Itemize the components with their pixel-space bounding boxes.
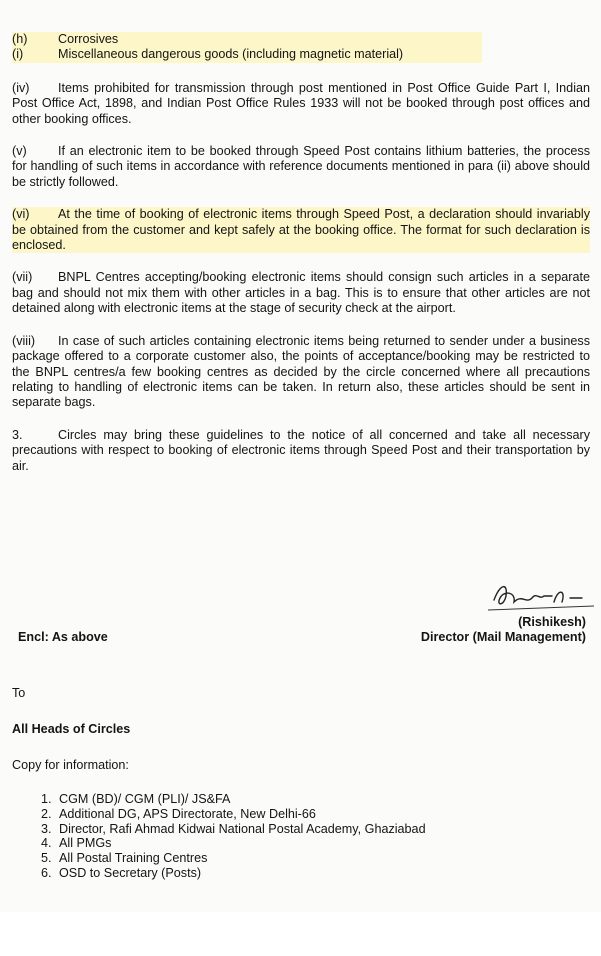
paragraph-label: (vii)	[12, 270, 33, 285]
list-item: 5. All Postal Training Centres	[55, 851, 426, 866]
paragraph-text: In case of such articles containing electronic items being returned to sender under a business package offered to a corporate customer also, the points of acceptance/booking may be restricted to the BNPL centres/a few booking centres as decided by the circle concerned where all precautions relating to handling of electronic items can be taken. In return also, these articles should be sent in separate bags.	[12, 333, 590, 410]
list-item: 1. CGM (BD)/ CGM (PLI)/ JS&FA	[55, 792, 426, 807]
document-body	[12, 32, 590, 474]
signatory-designation: Director (Mail Management)	[420, 630, 586, 644]
list-item-label: (i)	[12, 47, 24, 62]
list-item-text: Miscellaneous dangerous goods (including magnetic material)	[58, 47, 404, 62]
paragraph-text: Circles may bring these guidelines to the notice of all concerned and take all necessary precautions with respect to booking of electronic items through Speed Post and their transportation by air.	[12, 427, 590, 473]
signature-block	[421, 615, 586, 645]
signatory-name: (Rishikesh)	[518, 615, 586, 629]
paragraph-label: (vi)	[12, 207, 30, 222]
list-item: 4. All PMGs	[55, 836, 426, 851]
paragraph-3	[12, 428, 590, 474]
list-item: 2. Additional DG, APS Directorate, New Delhi-66	[55, 807, 426, 822]
list-item-text: Corrosives	[58, 32, 119, 46]
paragraph-viii	[12, 334, 590, 411]
paragraph-text: At the time of booking of electronic items through Speed Post, a declaration should invariably be obtained from the customer and kept safely at the booking office. The format for such declaration is enclosed.	[12, 207, 590, 253]
paragraph-text: Items prohibited for transmission through post mentioned in Post Office Guide Part I, Indian Post Office Act, 1898, and Indian Post Office Rules 1933 will not be booked through post offices and other booking offices.	[12, 80, 590, 126]
list-item-label: (h)	[12, 32, 28, 46]
paragraph-label: (iv)	[12, 80, 30, 95]
paragraph-label: 3.	[12, 427, 23, 442]
paragraph-vi	[12, 207, 590, 253]
paragraph-text: If an electronic item to be booked through Speed Post contains lithium batteries, the process for handling of such items in accordance with reference documents mentioned in para (ii) above should be strictly followed.	[12, 144, 590, 189]
to-label: To	[12, 686, 26, 700]
handwritten-signature	[486, 578, 596, 612]
addressee: All Heads of Circles	[12, 722, 131, 736]
copy-list	[25, 792, 426, 881]
paragraph-text: BNPL Centres accepting/booking electronic items should consign such articles in a separate bag and should not mix them with other articles in a bag. This is to ensure that other articles are not detained along with electronic items at the stage of security check at the airport.	[12, 270, 590, 316]
list-item	[12, 47, 482, 62]
paragraph-vii	[12, 270, 590, 316]
paragraph-label: (v)	[12, 144, 27, 159]
paragraph-label: (viii)	[12, 333, 36, 348]
list-item: 3. Director, Rafi Ahmad Kidwai National Postal Academy, Ghaziabad	[55, 822, 426, 837]
list-item: 6. OSD to Secretary (Posts)	[55, 866, 426, 881]
paragraph-iv	[12, 81, 590, 127]
list-item	[12, 32, 482, 47]
paragraph-v	[12, 144, 590, 190]
dangerous-goods-list	[12, 32, 482, 63]
copy-label: Copy for information:	[12, 758, 129, 772]
enclosure-note: Encl: As above	[18, 630, 108, 644]
